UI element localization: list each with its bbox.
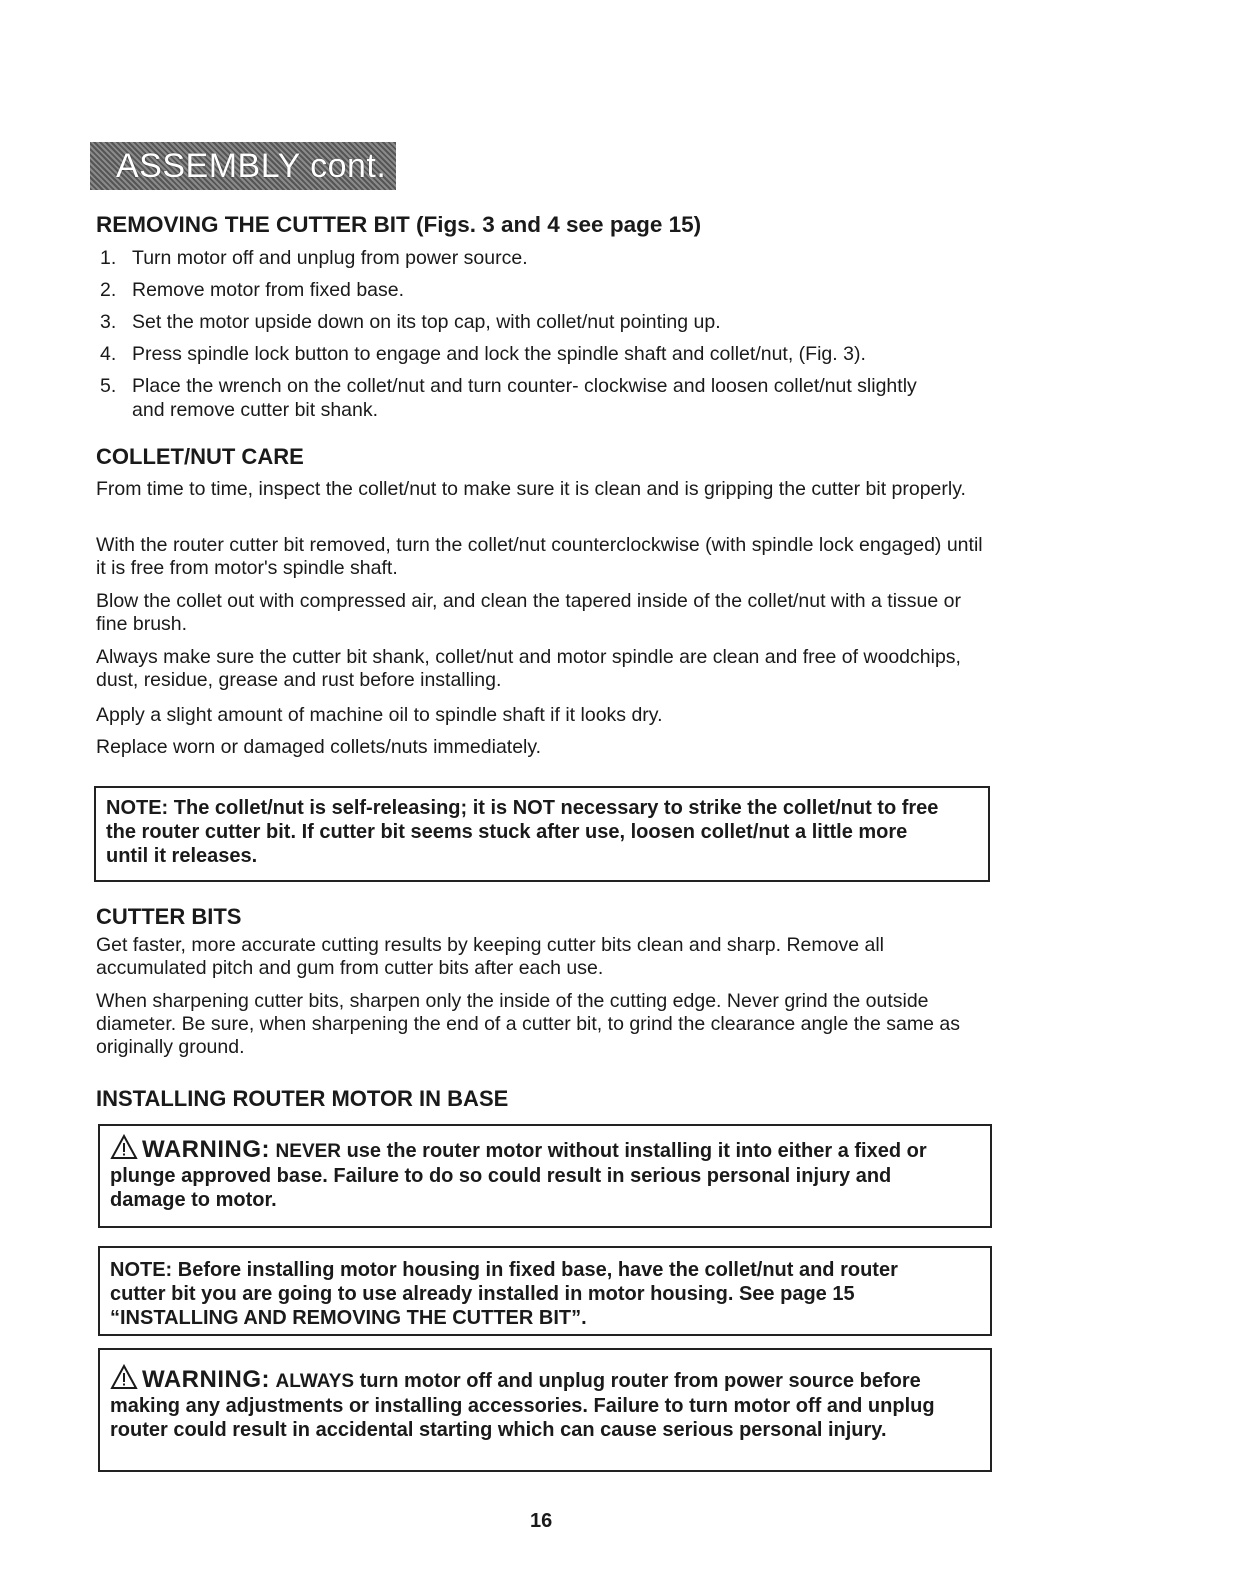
collet-para-4: Always make sure the cutter bit shank, collet/nut and motor spindle are clean and free of woodchips, dust, residue, grease and rust before installing.	[96, 646, 961, 691]
removing-steps	[96, 246, 996, 430]
collet-para-6: Replace worn or damaged collets/nuts immediately.	[96, 736, 542, 758]
collet-para-5: Apply a slight amount of machine oil to spindle shaft if it looks dry.	[96, 704, 663, 726]
list-item: 3. Set the motor upside down on its top cap, with collet/nut pointing up.	[100, 311, 721, 333]
warning-caps: NEVER	[275, 1141, 342, 1162]
removing-heading: REMOVING THE CUTTER BIT (Figs. 3 and 4 see page 15)	[96, 212, 702, 237]
collet-para-2: With the router cutter bit removed, turn the collet/nut counterclockwise (with spindle lock engaged) until it is free from motor's spindle shaft.	[96, 534, 983, 579]
list-item: 1. Turn motor off and unplug from power source.	[100, 247, 528, 269]
warning-triangle-icon	[110, 1134, 138, 1160]
warning-box-always	[98, 1348, 992, 1472]
list-item: 5. Place the wrench on the collet/nut and turn counter- clockwise and loosen collet/nut slightly and remove cutter bit shank.	[100, 375, 917, 421]
page-number: 16	[530, 1510, 553, 1532]
banner-title: ASSEMBLY cont.	[116, 146, 387, 185]
warning-text: turn motor off and unplug router from power source before making any adjustments or installing accessories. Failure to turn motor off and unplug router could result in accidental starting which can cause serious personal injury.	[110, 1370, 935, 1441]
note-box-self-releasing	[94, 786, 990, 882]
list-item: 2. Remove motor from fixed base.	[100, 279, 405, 301]
warning-label: WARNING:	[142, 1366, 270, 1393]
collet-care-heading: COLLET/NUT CARE	[96, 444, 304, 469]
note-text: NOTE: Before installing motor housing in fixed base, have the collet/nut and router cutter bit you are going to use already installed in motor housing. See page 15 “INSTALLING AND REMOVING THE CUTTER BIT”.	[110, 1259, 898, 1329]
installing-heading: INSTALLING ROUTER MOTOR IN BASE	[96, 1086, 509, 1111]
section-banner	[90, 142, 396, 190]
warning-caps: ALWAYS	[275, 1371, 355, 1392]
note-text: NOTE: The collet/nut is self-releasing; it is NOT necessary to strike the collet/nut to free the router cutter bit. If cutter bit seems stuck after use, loosen collet/nut a little more until it releases.	[106, 797, 939, 867]
warning-text: use the router motor without installing it into either a fixed or plunge approved base. Failure to do so could result in serious personal injury and damage to motor.	[110, 1140, 927, 1211]
warning-triangle-icon	[110, 1364, 138, 1390]
cutter-para-1: Get faster, more accurate cutting results by keeping cutter bits clean and sharp. Remove all accumulated pitch and gum from cutter bits after each use.	[96, 934, 884, 979]
warning-box-never	[98, 1124, 992, 1228]
collet-para-1: From time to time, inspect the collet/nut to make sure it is clean and is gripping the cutter bit properly.	[96, 478, 966, 500]
warning-label: WARNING:	[142, 1136, 270, 1163]
cutter-bits-heading: CUTTER BITS	[96, 904, 242, 929]
note-box-before-installing	[98, 1246, 992, 1336]
cutter-para-2: When sharpening cutter bits, sharpen only the inside of the cutting edge. Never grind the outside diameter. Be sure, when sharpening the end of a cutter bit, to grind the clearance angle the same as originally ground.	[96, 990, 960, 1058]
list-item: 4. Press spindle lock button to engage and lock the spindle shaft and collet/nut, (Fig. 3).	[100, 343, 866, 365]
collet-para-3: Blow the collet out with compressed air, and clean the tapered inside of the collet/nut with a tissue or fine brush.	[96, 590, 961, 635]
